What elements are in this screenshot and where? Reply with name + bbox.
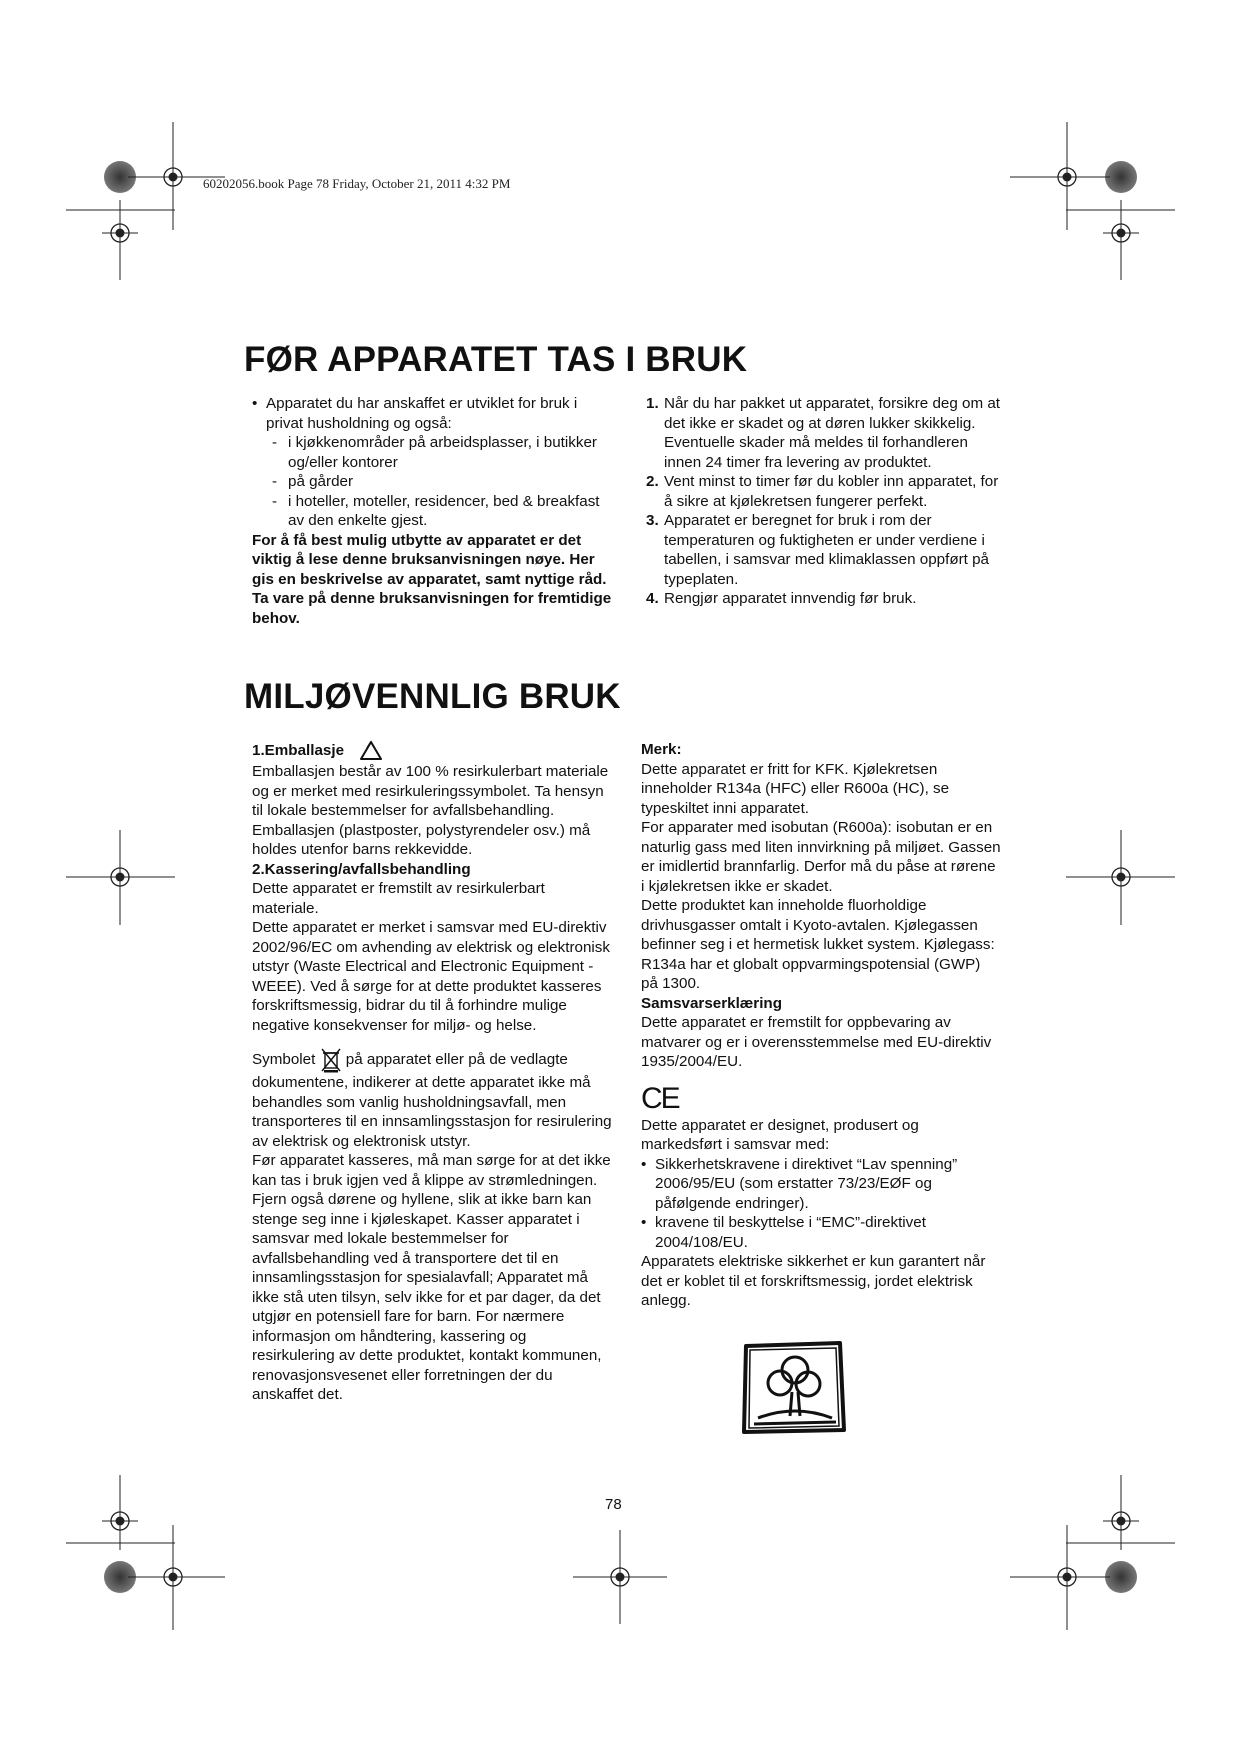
bullet-dot: • [252, 395, 258, 412]
usage-sub-item: - i kjøkkenområder på arbeidsplasser, i butikker og/eller kontorer [272, 434, 597, 471]
directive-bullet: • Sikkerhetskravene i direktivet “Lav spenning” 2006/95/EU (som erstatter 73/23/EØF og påfølgende endringer). [641, 1155, 958, 1212]
intro-right-column [646, 394, 1006, 609]
usage-bullet: • Apparatet du har anskaffet er utviklet for bruk i privat husholdning og også: [252, 395, 578, 432]
weee-bin-icon [320, 1047, 342, 1073]
ce-mark: CE [641, 1081, 679, 1115]
note-text: Dette produktet kan inneholde fluorholdige drivhusgasser omtalt i Kyoto-avtalen. Kjølegassen befinner seg i et hermetisk lukket system. Kjølegass: R134a har et globalt oppvarmingspotensial (GWP) på 1300. [641, 897, 995, 992]
numbered-item: 2. Vent minst to timer før du kobler inn apparatet, for å sikre at kjølekretsen fungerer perfekt. [646, 473, 999, 510]
note-heading: Merk: [641, 741, 682, 758]
note-text: For apparater med isobutan (R600a): isobutan er en naturlig gass med liten innvirkning på miljøet. Gassen er imidlertid brannfarlig. Derfor må du påse at rørene i kjølekretsen ikke er skadet. [641, 819, 1001, 895]
usage-sub-item: - på gårder [272, 473, 354, 490]
note-text: Dette apparatet er fritt for KFK. Kjølekretsen inneholder R134a (HFC) eller R600a (HC), se typeskiltet inni apparatet. [641, 760, 950, 817]
conformity-heading: Samsvarserklæring [641, 994, 782, 1012]
keep-manual-note: Ta vare på denne bruksanvisningen for fremtidige behov. [252, 590, 612, 627]
tree-illustration-icon [740, 1338, 850, 1438]
disposal-text: Dette apparatet er merket i samsvar med EU-direktiv 2002/96/EC om avhending av elektrisk og elektronisk utstyr (Waste Electrical and Electronic Equipment - WEEE). Ved å sørge for at dette produktet kasseres forskriftsmessig, bidrar du til å forhindre mulige negative konsekvenser for miljø- og helse. [252, 919, 610, 1034]
section-title-before-use: FØR APPARATET TAS I BRUK [244, 340, 748, 379]
section-title-environment: MILJØVENNLIG BRUK [244, 677, 621, 716]
weee-text: Symbolet på apparatet eller på de vedlagte dokumentene, indikerer at dette apparatet ikke må behandles som vanlig husholdningsavfall, men transporteres til en innsamlingsstasjon for resirulering av elektrisk og elektronisk utstyr. [252, 1047, 612, 1151]
packaging-text: Emballasjen (plastposter, polystyrendeler osv.) må holdes utenfor barns rekkevidde. [252, 821, 591, 858]
numbered-item: 1. Når du har pakket ut apparatet, forsikre deg om at det ikke er skadet og at døren lukker skikkelig. Eventuelle skader må meldes til forhandleren innen 24 timer fra levering av produktet. [646, 395, 1000, 471]
conformity-text: Dette apparatet er designet, produsert og markedsført i samsvar med: [641, 1116, 919, 1153]
page-number: 78 [605, 1496, 622, 1513]
packaging-text: Emballasjen består av 100 % resirkulerbart materiale [252, 763, 609, 780]
file-info-header: 60202056.book Page 78 Friday, October 21, 2011 4:32 PM [203, 176, 511, 191]
environment-left-column [252, 740, 612, 1405]
disposal-instructions: Før apparatet kasseres, må man sørge for at det ikke kan tas i bruk igjen ved å klippe av strømledningen. Fjern også dørene og hyllene, slik at ikke barn kan stenge seg inne i kjøleskapet. Kasser apparatet i samsvar med lokale bestemmelser for avfallsbehandling ved å transportere det til en innsamlingsstasjon for spesialavfall; Apparatet må ikke stå uten tilsyn, selv ikke for et par dager, da det utgjør en potensiell fare for barn. For nærmere informasjon om håndtering, kassering og resirkulering av dette produktet, kontakt kommunen, renovasjonsvesenet eller forretningen der du anskaffet det. [252, 1152, 611, 1403]
packaging-heading: 1.Emballasje [252, 740, 612, 762]
numbered-item: 3. Apparatet er beregnet for bruk i rom der temperaturen og fuktigheten er under verdiene i tabellen, i samsvar med klimaklassen oppført på typeplaten. [646, 512, 989, 588]
environment-right-column [641, 740, 1001, 1311]
conformity-text: Dette apparatet er fremstilt for oppbevaring av matvarer og er i overensstemmelse med EU-direktiv 1935/2004/EU. [641, 1014, 992, 1070]
usage-sub-item: - i hoteller, moteller, residencer, bed & breakfast av den enkelte gjest. [272, 492, 600, 529]
safety-text: Apparatets elektriske sikkerhet er kun garantert når det er koblet til et forskriftsmessig, jordet elektrisk anlegg. [641, 1253, 986, 1309]
packaging-text: og er merket med resirkuleringssymbolet. Ta hensyn til lokale bestemmelser for avfallsbehandling. [252, 782, 604, 819]
disposal-text: Dette apparatet er fremstilt av resirkulerbart materiale. [252, 880, 545, 917]
disposal-heading: 2.Kassering/avfallsbehandling [252, 860, 471, 878]
directive-bullet: • kravene til beskyttelse i “EMC”-direktivet 2004/108/EU. [641, 1214, 926, 1251]
recycle-icon [358, 740, 384, 762]
intro-left-column [252, 394, 612, 628]
numbered-item: 4. Rengjør apparatet innvendig før bruk. [646, 590, 917, 607]
read-manual-note: For å få best mulig utbytte av apparatet er det viktig å lese denne bruksanvisningen nøye. Her gis en beskrivelse av apparatet, samt nyttige råd. [252, 531, 607, 588]
